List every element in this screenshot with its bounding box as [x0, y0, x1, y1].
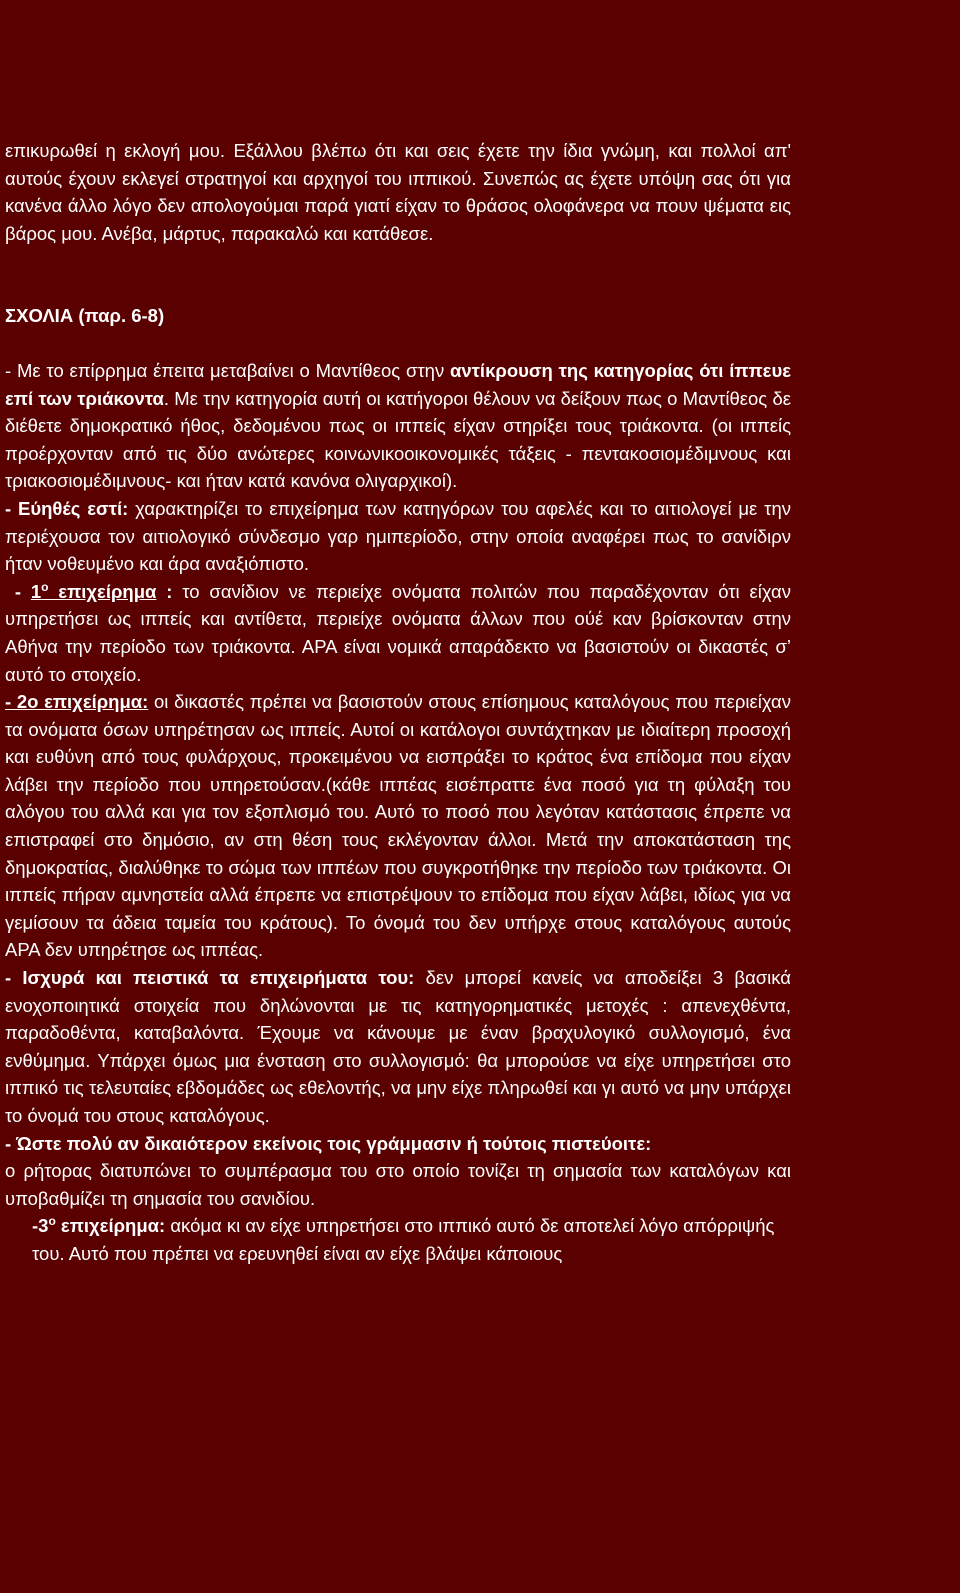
- p1-lead: - Με το επίρρημα έπειτα μεταβαίνει ο Μαντίθεος στην: [5, 359, 451, 381]
- intro-paragraph: επικυρωθεί η εκλογή μου. Εξάλλου βλέπω ότι και σεις έχετε την ίδια γνώμη, και πολλοί απ' αυτούς έχουν εκλεγεί στρατηγοί και αρχηγοί του ιππικού. Συνεπώς ας έχετε υπόψη σας ότι για κανένα άλλο λόγο δεν απολογούμαι παρά γιατί είχαν το θράσος ολοφάνερα να πουν ψέματα εις βάρος μου. Ανέβα, μάρτυς, παρακαλώ και κατάθεσε.: [5, 140, 791, 244]
- p7-bold-pre: -3: [32, 1215, 49, 1237]
- document-page: [5, 137, 791, 1268]
- p3-label: [31, 581, 157, 602]
- paragraph-argument-3: [5, 1212, 791, 1267]
- p7-sup: ο: [48, 1214, 56, 1229]
- paragraph-argument-2: [5, 688, 791, 964]
- p7-rest: ακόμα κι αν είχε υπηρετήσει στο ιππικό αυτό δε αποτελεί λόγο απόρριψής του. Αυτό που πρέπει να ερευνηθεί είναι αν είχε βλάψει κάποιους: [32, 1215, 775, 1264]
- paragraph-euethes: [5, 495, 791, 578]
- paragraph-argument-1: [5, 578, 791, 688]
- p5-rest: δεν μπορεί κανείς να αποδείξει 3 βασικά ενοχοποιητικά στοιχεία που δηλώνονται με τις κατηγορηματικές μετοχές : απενεχθέντα, παραδοθέντα, καταβαλόντα. Έχουμε να κάνουμε με έναν βραχυλογικό συλλογισμό, ένα ενθύμημα. Υπάρχει όμως μια ένσταση στο συλλογισμό: θα μπορούσε να είχε υπηρετήσει στο ιππικό τις τελευταίες εβδομάδες ως εθελοντής, να μην είχε πληρωθεί και γι αυτό να μην υπάρχει το όνομά του στους καταλόγους.: [5, 967, 792, 1126]
- p3-colon: :: [156, 580, 173, 602]
- p5-bold: - Ισχυρά και πειστικά τα επιχειρήματα του:: [5, 967, 415, 989]
- p2-rest: χαρακτηρίζει το επιχείρημα των κατηγόρων του αφελές και το αιτιολογεί με την περιέχουσα τον αιτιολογικό σύνδεσμο γαρ ημιπερίοδο, στην οποία αναφέρει πως το σανίδιρν ήταν νοθευμένο και άρα αναξιόπιστο.: [5, 497, 791, 575]
- p3-rest: το σανίδιον νε περιείχε ονόματα πολιτών που παραδέχονταν ότι είχαν υπηρετήσει ως ιππείς και αντίθετα, περιείχε ονόματα άλλων που ούέ καν βρίσκονταν στην Αθήνα την περίοδο των τριάκοντα. ΑΡΑ είναι νομικά απαράδεκτο να βασιστούν οι δικαστές σ’ αυτό το στοιχείο.: [5, 580, 791, 685]
- p3-dash: -: [5, 580, 31, 602]
- paragraph-strong-arguments: [5, 964, 791, 1130]
- p7-bold-post: επιχείρημα:: [55, 1215, 166, 1237]
- p4-bold: - 2ο επιχείρημα:: [5, 691, 149, 713]
- section-heading: ΣΧΟΛΙΑ (παρ. 6-8): [5, 305, 165, 327]
- p3-label-text: επιχείρημα: [48, 580, 157, 602]
- p1-bold: αντίκρουση της κατηγορίας ότι ίππευε επί των τριάκοντα: [5, 359, 791, 409]
- p1-rest: . Με την κατηγορία αυτή οι κατήγοροι θέλουν να δείξουν πως ο Μαντίθεος δε διέθετε δημοκρατικό ήθος, δεδομένου πως οι ιππείς είχαν στηρίξει τους τριάκοντα. (οι ιππείς προέρχονταν από τις δύο ανώτερες κοινωνικοοικονομικές τάξεις - πεντακοσιομέδιμνους και τριακοσιομέδιμνους- και ήταν κατά κανόνα ολιγαρχικοί).: [5, 387, 791, 492]
- paragraph-counter-argument: [5, 357, 791, 495]
- paragraph-conclusion: [5, 1130, 791, 1213]
- p3-num: 1: [30, 580, 42, 602]
- p6-rest: ο ρήτορας διατυπώνει το συμπέρασμα του στο οποίο τονίζει τη σημασία των καταλόγων και υποβαθμίζει τη σημασία του σανιδίου.: [5, 1160, 791, 1209]
- p3-sup: ο: [41, 579, 49, 594]
- p4-rest: οι δικαστές πρέπει να βασιστούν στους επίσημους καταλόγους που περιείχαν τα ονόματα όσων υπηρέτησαν ως ιππείς. Αυτοί οι κατάλογοι συντάχτηκαν με ιδιαίτερη προσοχή και ευθύνη από τους φυλάρχους, προκειμένου να εισπράξει το κράτος ένα επίδομα που είχαν λάβει την περίοδο που υπηρετούσαν.(κάθε ιππέας εισέπραττε ένα ποσό για τη φύλαξη του αλόγου του αλλά και για τον εξοπλισμό του. Αυτό το ποσό που λεγόταν κατάστασις έπρεπε να επιστραφεί στο δημόσιο, αν στη θέση τους εκλέγονταν άλλοι. Μετά την αποκατάσταση της δημοκρατίας, διαλύθηκε το σώμα των ιππέων που συγκροτήθηκε την περίοδο των τριάκοντα. Οι ιππείς πήραν αμνηστεία αλλά έπρεπε να επιστρέψουν το επίδομα που είχαν λάβει, ιδίως για να γεμίσουν τα άδεια ταμεία του κράτους). Το όνομά του δεν υπήρχε στους καταλόγους αυτούς ΑΡΑ δεν υπηρέτησε ως ιππέας.: [5, 691, 791, 961]
- p2-bold: - Εύηθές εστί:: [5, 497, 129, 519]
- p6-bold: - Ώστε πολύ αν δικαιότερον εκείνοις τοις γράμμασιν ή τούτοις πιστεύοιτε:: [5, 1132, 652, 1154]
